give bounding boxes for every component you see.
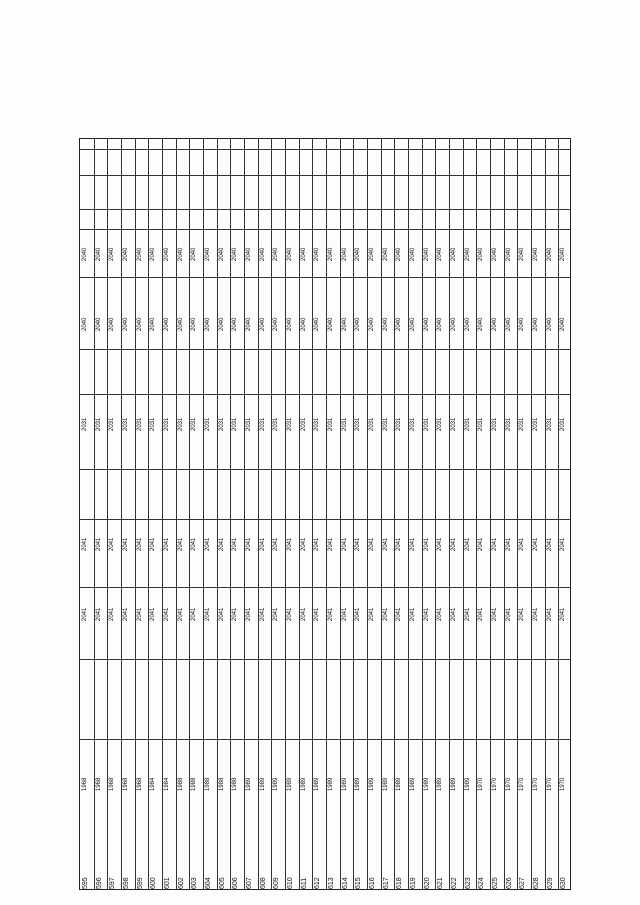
plan-year-cell: 2040 — [478, 317, 485, 331]
plan-year-cell: 2041 — [218, 537, 225, 551]
plan-year-cell: 2041 — [246, 537, 252, 551]
year-cell: 1984 — [164, 777, 170, 791]
row-separator — [244, 139, 245, 889]
row-id-cell: 616 — [369, 877, 376, 889]
plan-year-cell: 2040 — [492, 317, 498, 331]
row-separator — [217, 139, 218, 889]
plan-year-cell: 2040 — [95, 247, 102, 261]
plan-year-cell: 2040 — [287, 317, 293, 331]
row-id-cell: 597 — [109, 877, 117, 889]
row-separator — [203, 139, 204, 889]
plan-year-cell: 2040 — [109, 247, 116, 261]
plan-year-cell: 2041 — [205, 537, 211, 551]
plan-year-cell: 2040 — [191, 247, 198, 261]
plan-year-cell: 2041 — [396, 537, 403, 551]
plan-year-cell: 2040 — [218, 317, 225, 331]
plan-year-cell: 2040 — [95, 317, 102, 331]
year-cell: 1970 — [546, 777, 553, 791]
year-cell: 1988 — [232, 777, 239, 791]
row-separator — [381, 139, 382, 889]
row-separator — [367, 139, 368, 889]
plan-year-cell: 2040 — [410, 317, 416, 331]
plan-year-cell: 2031 — [369, 417, 375, 431]
plan-year-cell: 2031 — [533, 417, 539, 431]
plan-year-cell: 2041 — [478, 537, 485, 551]
row-separator — [121, 139, 122, 889]
plan-year-cell: 2041 — [300, 537, 307, 551]
plan-year-cell: 2041 — [546, 607, 553, 621]
column-separator — [80, 209, 570, 210]
plan-year-cell: 2031 — [218, 417, 225, 431]
year-cell: 1989 — [300, 777, 307, 791]
plan-year-cell: 2040 — [177, 247, 184, 261]
plan-year-cell: 2031 — [273, 417, 280, 431]
plan-year-cell: 2040 — [464, 247, 471, 261]
plan-year-cell: 2040 — [123, 317, 129, 331]
year-cell: 1988 — [177, 777, 184, 791]
plan-year-cell: 2041 — [287, 607, 293, 621]
year-cell: 1970 — [560, 777, 567, 791]
year-cell: 1970 — [519, 777, 526, 791]
row-id-cell: 607 — [246, 877, 253, 889]
year-cell: 1989 — [369, 777, 375, 791]
row-separator — [326, 139, 327, 889]
plan-year-cell: 2031 — [382, 417, 389, 431]
row-separator — [449, 139, 450, 889]
plan-year-cell: 2031 — [150, 417, 157, 431]
year-cell: 1970 — [533, 777, 539, 791]
row-separator — [176, 139, 177, 889]
plan-year-cell: 2040 — [123, 247, 129, 261]
row-separator — [545, 139, 546, 889]
plan-year-cell: 2031 — [259, 417, 266, 431]
plan-year-cell: 2040 — [82, 247, 88, 261]
row-id-cell: 610 — [287, 877, 294, 889]
plan-year-cell: 2041 — [109, 537, 116, 551]
row-separator — [490, 139, 491, 889]
year-cell: 1989 — [246, 777, 252, 791]
row-id-cell: 605 — [218, 877, 226, 889]
plan-year-cell: 2040 — [205, 247, 211, 261]
plan-year-cell: 2040 — [205, 317, 211, 331]
plan-year-cell: 2040 — [82, 317, 88, 331]
row-separator — [135, 139, 136, 889]
plan-year-cell: 2041 — [246, 607, 252, 621]
plan-year-cell: 2041 — [150, 607, 157, 621]
row-id-cell: 611 — [300, 877, 308, 889]
year-cell: 1989 — [259, 777, 266, 791]
plan-year-cell: 2041 — [451, 607, 457, 621]
row-id-cell: 622 — [451, 877, 458, 889]
column-separator — [80, 659, 570, 660]
plan-year-cell: 2041 — [341, 537, 348, 551]
row-id-cell: 615 — [355, 877, 363, 889]
year-cell: 1989 — [437, 777, 444, 791]
plan-year-cell: 2040 — [246, 317, 252, 331]
plan-year-cell: 2040 — [232, 317, 239, 331]
plan-year-cell: 2041 — [533, 537, 539, 551]
row-id-cell: 623 — [464, 877, 472, 889]
plan-year-cell: 2041 — [560, 607, 567, 621]
column-separator — [80, 175, 570, 176]
plan-year-cell: 2031 — [164, 417, 170, 431]
rotated-table — [79, 138, 571, 890]
year-cell: 1989 — [464, 777, 471, 791]
plan-year-cell: 2040 — [273, 247, 280, 261]
row-id-cell: 609 — [273, 877, 281, 889]
plan-year-cell: 2040 — [341, 247, 348, 261]
plan-year-cell: 2031 — [464, 417, 471, 431]
plan-year-cell: 2031 — [396, 417, 403, 431]
plan-year-cell: 2041 — [177, 607, 184, 621]
plan-year-cell: 2041 — [492, 607, 498, 621]
plan-year-cell: 2040 — [519, 317, 526, 331]
plan-year-cell: 2031 — [341, 417, 348, 431]
plan-year-cell: 2031 — [560, 417, 567, 431]
plan-year-cell: 2041 — [259, 537, 266, 551]
plan-year-cell: 2040 — [218, 247, 225, 261]
plan-year-cell: 2041 — [423, 607, 430, 621]
plan-year-cell: 2041 — [423, 537, 430, 551]
plan-year-cell: 2040 — [478, 247, 485, 261]
plan-year-cell: 2031 — [109, 417, 116, 431]
plan-year-cell: 2031 — [246, 417, 252, 431]
plan-year-cell: 2041 — [437, 537, 444, 551]
plan-year-cell: 2041 — [478, 607, 485, 621]
plan-year-cell: 2040 — [410, 247, 416, 261]
plan-year-cell: 2040 — [341, 317, 348, 331]
row-id-cell: 626 — [505, 877, 513, 889]
year-cell: 1989 — [273, 777, 280, 791]
plan-year-cell: 2041 — [314, 607, 321, 621]
row-id-cell: 621 — [437, 877, 445, 889]
plan-year-cell: 2040 — [300, 317, 307, 331]
plan-year-cell: 2031 — [410, 417, 416, 431]
row-id-cell: 614 — [341, 877, 349, 889]
year-cell: 1989 — [328, 777, 334, 791]
row-id-cell: 628 — [533, 877, 540, 889]
plan-year-cell: 2040 — [560, 317, 567, 331]
plan-year-cell: 2031 — [478, 417, 485, 431]
year-cell: 1988 — [205, 777, 211, 791]
column-separator — [80, 519, 570, 520]
year-cell: 1989 — [355, 777, 362, 791]
plan-year-cell: 2041 — [95, 607, 102, 621]
plan-year-cell: 2041 — [355, 607, 362, 621]
plan-year-cell: 2040 — [246, 247, 252, 261]
row-separator — [408, 139, 409, 889]
row-id-cell: 612 — [314, 877, 322, 889]
plan-year-cell: 2041 — [437, 607, 444, 621]
row-separator — [463, 139, 464, 889]
plan-year-cell: 2031 — [232, 417, 239, 431]
plan-year-cell: 2040 — [437, 317, 444, 331]
plan-year-cell: 2041 — [300, 607, 307, 621]
plan-year-cell: 2041 — [259, 607, 266, 621]
plan-year-cell: 2031 — [505, 417, 512, 431]
column-separator — [80, 587, 570, 588]
plan-year-cell: 2041 — [341, 607, 348, 621]
row-id-cell: 602 — [177, 877, 185, 889]
plan-year-cell: 2040 — [355, 317, 362, 331]
plan-year-cell: 2040 — [451, 247, 457, 261]
plan-year-cell: 2041 — [287, 537, 293, 551]
row-id-cell: 599 — [136, 877, 144, 889]
plan-year-cell: 2031 — [546, 417, 553, 431]
plan-year-cell: 2031 — [519, 417, 526, 431]
plan-year-cell: 2040 — [314, 317, 321, 331]
column-separator — [80, 349, 570, 350]
plan-year-cell: 2041 — [369, 537, 375, 551]
year-cell: 1989 — [314, 777, 321, 791]
plan-year-cell: 2040 — [259, 317, 266, 331]
row-separator — [504, 139, 505, 889]
year-cell: 1968 — [82, 777, 88, 791]
plan-year-cell: 2040 — [314, 247, 321, 261]
plan-year-cell: 2041 — [560, 537, 567, 551]
year-cell: 1989 — [382, 777, 389, 791]
column-separator — [80, 277, 570, 278]
plan-year-cell: 2041 — [273, 537, 280, 551]
plan-year-cell: 2040 — [382, 317, 389, 331]
plan-year-cell: 2041 — [82, 607, 88, 621]
year-cell: 1989 — [287, 777, 293, 791]
plan-year-cell: 2041 — [136, 537, 143, 551]
column-separator — [80, 469, 570, 470]
row-separator — [258, 139, 259, 889]
plan-year-cell: 2040 — [533, 247, 539, 261]
plan-year-cell: 2040 — [464, 317, 471, 331]
row-id-cell: 600 — [150, 877, 158, 889]
plan-year-cell: 2040 — [533, 317, 539, 331]
plan-year-cell: 2040 — [546, 317, 553, 331]
year-cell: 1989 — [341, 777, 348, 791]
plan-year-cell: 2041 — [464, 607, 471, 621]
row-id-cell: 625 — [492, 877, 499, 889]
plan-year-cell: 2031 — [300, 417, 307, 431]
plan-year-cell: 2041 — [369, 607, 375, 621]
row-id-cell: 613 — [328, 877, 335, 889]
row-id-cell: 603 — [191, 877, 199, 889]
column-separator — [80, 739, 570, 740]
plan-year-cell: 2041 — [218, 607, 225, 621]
plan-year-cell: 2040 — [164, 317, 170, 331]
plan-year-cell: 2040 — [396, 247, 403, 261]
row-id-cell: 630 — [560, 877, 568, 889]
plan-year-cell: 2040 — [437, 247, 444, 261]
row-id-cell: 596 — [95, 877, 103, 889]
row-id-cell: 608 — [259, 877, 267, 889]
plan-year-cell: 2031 — [451, 417, 457, 431]
plan-year-cell: 2040 — [150, 317, 157, 331]
row-separator — [162, 139, 163, 889]
row-id-cell: 606 — [232, 877, 240, 889]
plan-year-cell: 2041 — [150, 537, 157, 551]
plan-year-cell: 2031 — [355, 417, 362, 431]
row-id-cell: 618 — [396, 877, 404, 889]
year-cell: 1968 — [123, 777, 129, 791]
column-separator — [80, 149, 570, 150]
year-cell: 1989 — [423, 777, 430, 791]
year-cell: 1970 — [492, 777, 498, 791]
plan-year-cell: 2041 — [205, 607, 211, 621]
year-cell: 1970 — [478, 777, 485, 791]
plan-year-cell: 2040 — [287, 247, 293, 261]
plan-year-cell: 2041 — [177, 537, 184, 551]
plan-year-cell: 2040 — [355, 247, 362, 261]
row-separator — [94, 139, 95, 889]
plan-year-cell: 2041 — [123, 537, 129, 551]
plan-year-cell: 2040 — [505, 247, 512, 261]
plan-year-cell: 2040 — [369, 247, 375, 261]
plan-year-cell: 2031 — [423, 417, 430, 431]
plan-year-cell: 2031 — [136, 417, 143, 431]
plan-year-cell: 2040 — [382, 247, 389, 261]
year-cell: 1984 — [150, 777, 157, 791]
plan-year-cell: 2041 — [410, 537, 416, 551]
row-id-cell: 629 — [546, 877, 554, 889]
plan-year-cell: 2040 — [328, 317, 334, 331]
column-separator — [80, 394, 570, 395]
plan-year-cell: 2031 — [82, 417, 88, 431]
plan-year-cell: 2041 — [410, 607, 416, 621]
plan-year-cell: 2031 — [492, 417, 498, 431]
plan-year-cell: 2041 — [328, 537, 334, 551]
plan-year-cell: 2031 — [191, 417, 198, 431]
plan-year-cell: 2041 — [314, 537, 321, 551]
plan-year-cell: 2041 — [164, 537, 170, 551]
plan-year-cell: 2031 — [287, 417, 293, 431]
plan-year-cell: 2031 — [314, 417, 321, 431]
plan-year-cell: 2040 — [396, 317, 403, 331]
plan-year-cell: 2040 — [232, 247, 239, 261]
row-id-cell: 627 — [519, 877, 527, 889]
plan-year-cell: 2041 — [451, 537, 457, 551]
plan-year-cell: 2041 — [492, 537, 498, 551]
row-id-cell: 598 — [123, 877, 130, 889]
year-cell: 1968 — [95, 777, 102, 791]
plan-year-cell: 2041 — [109, 607, 116, 621]
plan-year-cell: 2041 — [328, 607, 334, 621]
plan-year-cell: 2040 — [560, 247, 567, 261]
plan-year-cell: 2040 — [505, 317, 512, 331]
year-cell: 1988 — [218, 777, 225, 791]
year-cell: 1970 — [505, 777, 512, 791]
plan-year-cell: 2040 — [546, 247, 553, 261]
plan-year-cell: 2040 — [328, 247, 334, 261]
plan-year-cell: 2031 — [328, 417, 334, 431]
plan-year-cell: 2040 — [423, 317, 430, 331]
plan-year-cell: 2041 — [519, 537, 526, 551]
plan-year-cell: 2041 — [164, 607, 170, 621]
plan-year-cell: 2041 — [396, 607, 403, 621]
plan-year-cell: 2041 — [355, 537, 362, 551]
plan-year-cell: 2031 — [95, 417, 102, 431]
plan-year-cell: 2040 — [109, 317, 116, 331]
row-separator — [299, 139, 300, 889]
plan-year-cell: 2040 — [492, 247, 498, 261]
plan-year-cell: 2031 — [205, 417, 211, 431]
year-cell: 1968 — [109, 777, 116, 791]
row-id-cell: 617 — [382, 877, 390, 889]
year-cell: 1988 — [191, 777, 198, 791]
plan-year-cell: 2031 — [437, 417, 444, 431]
column-separator — [80, 229, 570, 230]
plan-year-cell: 2040 — [369, 317, 375, 331]
plan-year-cell: 2041 — [191, 607, 198, 621]
plan-year-cell: 2040 — [136, 247, 143, 261]
plan-year-cell: 2031 — [123, 417, 129, 431]
plan-year-cell: 2040 — [423, 247, 430, 261]
year-cell: 1968 — [136, 777, 143, 791]
row-id-cell: 620 — [423, 877, 431, 889]
row-separator — [285, 139, 286, 889]
plan-year-cell: 2041 — [464, 537, 471, 551]
row-id-cell: 601 — [164, 877, 171, 889]
plan-year-cell: 2040 — [300, 247, 307, 261]
plan-year-cell: 2041 — [505, 537, 512, 551]
plan-year-cell: 2040 — [136, 317, 143, 331]
plan-year-cell: 2041 — [191, 537, 198, 551]
plan-year-cell: 2041 — [382, 607, 389, 621]
plan-year-cell: 2040 — [177, 317, 184, 331]
year-cell: 1989 — [410, 777, 416, 791]
plan-year-cell: 2031 — [177, 417, 184, 431]
plan-year-cell: 2040 — [259, 247, 266, 261]
plan-year-cell: 2041 — [273, 607, 280, 621]
plan-year-cell: 2041 — [382, 537, 389, 551]
year-cell: 1989 — [396, 777, 403, 791]
plan-year-cell: 2040 — [150, 247, 157, 261]
row-separator — [340, 139, 341, 889]
row-id-cell: 595 — [82, 877, 89, 889]
plan-year-cell: 2041 — [519, 607, 526, 621]
row-separator — [422, 139, 423, 889]
plan-year-cell: 2041 — [82, 537, 88, 551]
row-separator — [531, 139, 532, 889]
plan-year-cell: 2040 — [519, 247, 526, 261]
plan-year-cell: 2040 — [451, 317, 457, 331]
year-cell: 1989 — [451, 777, 457, 791]
row-id-cell: 619 — [410, 877, 417, 889]
plan-year-cell: 2041 — [546, 537, 553, 551]
row-id-cell: 624 — [478, 877, 486, 889]
plan-year-cell: 2041 — [505, 607, 512, 621]
plan-year-cell: 2041 — [533, 607, 539, 621]
plan-year-cell: 2041 — [123, 607, 129, 621]
plan-year-cell: 2040 — [191, 317, 198, 331]
plan-year-cell: 2041 — [95, 537, 102, 551]
plan-year-cell: 2041 — [136, 607, 143, 621]
plan-year-cell: 2041 — [232, 607, 239, 621]
plan-year-cell: 2040 — [164, 247, 170, 261]
row-id-cell: 604 — [205, 877, 212, 889]
plan-year-cell: 2040 — [273, 317, 280, 331]
plan-year-cell: 2041 — [232, 537, 239, 551]
